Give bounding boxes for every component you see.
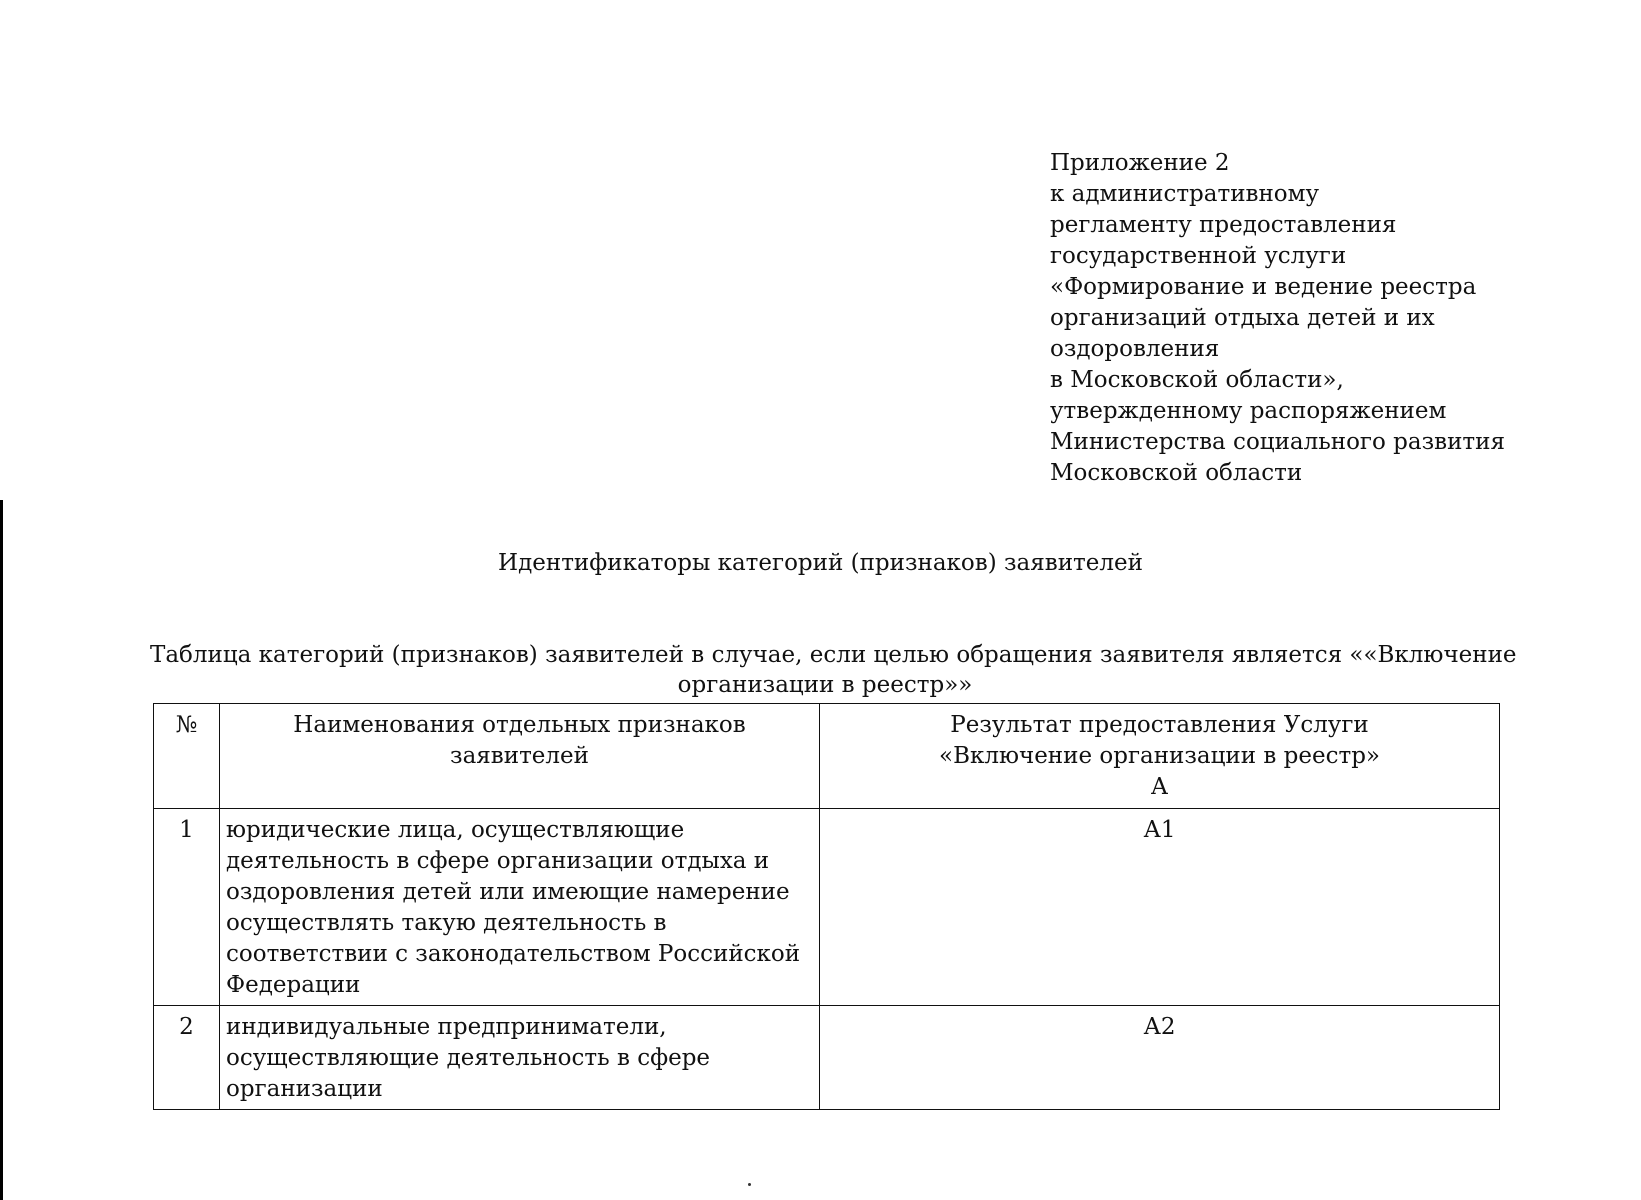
appendix-line: оздоровления [1050,336,1220,362]
header-result-line-2: «Включение организации в реестр» [939,743,1380,769]
appendix-line: Приложение 2 [1050,150,1230,176]
table-caption-line-2: организации в реестр»» [677,672,973,698]
appendix-line: регламенту предоставления [1050,212,1397,238]
table-row [154,809,1500,1006]
table-header-row [154,704,1500,809]
appendix-line: государственной услуги [1050,243,1347,269]
header-name: Наименования отдельных признаков заявителей [220,704,820,809]
appendix-line: организаций отдыха детей и их [1050,305,1435,331]
appendix-line: в Московской области», [1050,367,1344,393]
scan-speck [748,1183,751,1186]
document-title: Идентификаторы категорий (признаков) заявителей [498,550,1143,576]
row-result: А2 [820,1006,1500,1110]
row-name: юридические лица, осуществляющие деятельность в сфере организации отдыха и оздоровления детей или имеющие намерение осуществлять такую деятельность в соответствии с законодательством Российской Федерации [220,809,820,1006]
appendix-block [1050,148,1610,489]
appendix-line: утвержденному распоряжением [1050,398,1447,424]
appendix-line: Московской области [1050,460,1303,486]
row-name: индивидуальные предприниматели, осуществляющие деятельность в сфере организации [220,1006,820,1110]
header-result [820,704,1500,809]
appendix-line: к административному [1050,181,1320,207]
row-number: 2 [154,1006,220,1110]
row-number: 1 [154,809,220,1006]
header-result-line-1: Результат предоставления Услуги [950,712,1369,738]
applicant-categories-table [153,703,1500,1110]
table-caption-line-1: Таблица категорий (признаков) заявителей в случае, если целью обращения заявителя является ««Включение [150,642,1517,668]
row-result: А1 [820,809,1500,1006]
appendix-line: «Формирование и ведение реестра [1050,274,1477,300]
appendix-line: Министерства социального развития [1050,429,1505,455]
table-row [154,1006,1500,1110]
header-result-line-3: А [1150,774,1169,800]
table-caption [150,640,1517,700]
scan-left-edge [0,500,3,1200]
header-number: № [154,704,220,809]
